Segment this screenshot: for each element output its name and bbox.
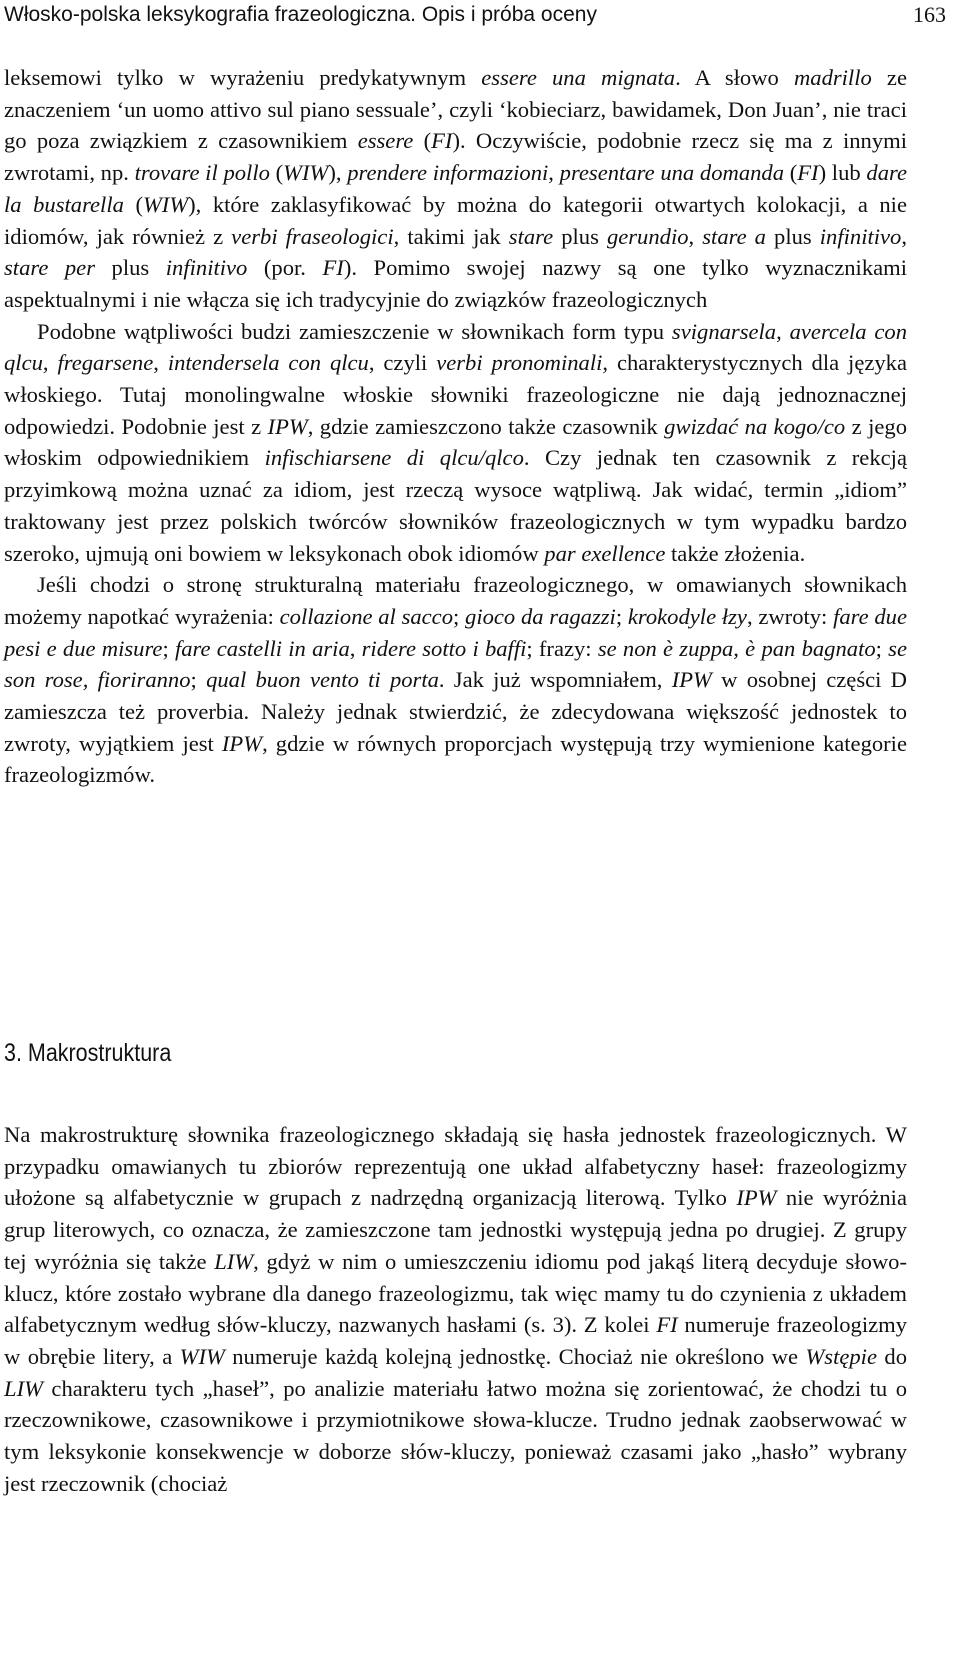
italic-run: krokodyle łzy	[627, 603, 747, 629]
text-run: plus	[765, 223, 820, 249]
italic-run: gerundio	[606, 223, 689, 249]
italic-run: fare due pesi e due misure	[4, 603, 907, 661]
italic-run: infinitivo	[819, 223, 902, 249]
italic-run: madrillo	[793, 65, 872, 90]
text-run: plus	[553, 223, 607, 249]
italic-run: verbi fraseologici	[231, 223, 394, 249]
text-run: numeruje frazeologizmy w obrębie litery, a	[4, 1312, 907, 1369]
italic-run: IPW	[671, 667, 712, 693]
text-run: ,	[42, 350, 58, 376]
italic-run: stare per	[4, 255, 96, 281]
text-run: ;	[190, 667, 207, 693]
italic-run: FI	[656, 1312, 678, 1338]
text-run: . A słowo	[675, 65, 794, 90]
italic-run: dare la bustarella	[4, 160, 907, 217]
text-run: ). Oczywiście, podobnie rzecz się ma z innymi zwrotami, np.	[4, 128, 907, 186]
text-run: także złożenia.	[665, 540, 806, 566]
italic-run: se non è zuppa, è pan bagnato	[597, 635, 876, 661]
paragraph	[4, 316, 907, 570]
italic-run: essere una mignata	[481, 65, 676, 90]
italic-run: ridere sotto i baffi	[361, 635, 527, 661]
text-run: ,	[548, 160, 560, 186]
text-run: Jeśli chodzi o stronę strukturalną materiału frazeologicznego, w omawianych słownikach możemy napotkać wyrażenia:	[4, 572, 907, 629]
text-run: plus	[95, 255, 166, 281]
body-text-top	[4, 62, 907, 791]
italic-run: LIW	[4, 1375, 43, 1401]
italic-run: intendersela con qlcu	[167, 350, 369, 376]
text-run: ;	[875, 635, 889, 661]
text-run: , gdyż w nim o umieszczeniu idiomu pod jakąś literą decyduje słowo-klucz, które zostało wybrane dla danego frazeologizmu, tak więc mamy tu do czynienia z układem alfabetycznym według słów-kluczy, nazwanych hasłami (s. 3). Z kolei	[4, 1248, 907, 1338]
text-run: Na makrostrukturę słownika frazeologicznego składają się hasła jednostek frazeologicznych. W przypadku omawianych tu zbiorów reprezentują one układ alfabetyczny haseł: frazeologizmy ułożone są alfabetycznie w grupach z nadrzędną organizacją literową. Tylko	[4, 1122, 907, 1211]
italic-run: IPW	[221, 730, 263, 756]
body-text-bottom	[4, 1119, 907, 1499]
text-run: ) lub	[818, 160, 867, 186]
section-heading: 3. Makrostruktura	[4, 1039, 172, 1067]
text-run: do	[876, 1343, 907, 1369]
italic-run: par exellence	[544, 540, 666, 566]
text-run: Podobne wątpliwości budzi zamieszczenie w słownikach form typu	[37, 318, 672, 344]
text-run: , takimi jak	[393, 223, 509, 249]
paragraph	[4, 569, 907, 791]
italic-run: trovare il pollo	[134, 160, 270, 186]
italic-run: FI	[431, 128, 453, 154]
text-run: ),	[328, 160, 348, 186]
italic-run: presentare una domanda	[559, 160, 785, 186]
italic-run: infischiarsene di qlcu/qlco	[264, 445, 524, 471]
italic-run: fare castelli in aria	[174, 635, 350, 661]
text-run: ; frazy:	[526, 635, 598, 661]
italic-run: IPW	[267, 413, 308, 439]
italic-run: stare a	[702, 223, 766, 249]
italic-run: fregarsene	[57, 350, 154, 376]
text-run: (por.	[247, 255, 323, 281]
italic-run: stare	[508, 223, 554, 249]
text-run: ,	[349, 635, 362, 661]
text-run: . Czy jednak ten czasownik z rekcją przyimkową można uznać za idiom, jest rzeczą wysoce wątpliwą. Jak widać, termin „idiom” traktowany jest przez polskich twórców słowników frazeologicznych w tym wypadku bardzo szeroko, ujmują oni bowiem w leksykonach obok idiomów	[4, 445, 907, 566]
italic-run: LIW	[214, 1248, 254, 1274]
text-run: , gdzie zamieszczono także czasownik	[307, 413, 665, 439]
italic-run: se son rose, fioriranno	[4, 635, 907, 693]
text-run: w osobnej części D zamieszcza też proverbia. Należy jednak stwierdzić, że zdecydowana większość jednostek to zwroty, wyjątkiem jest	[4, 667, 907, 756]
italic-run: verbi pronominali	[436, 350, 603, 376]
text-run: , zwroty:	[746, 603, 834, 629]
text-run: numeruje każdą kolejną jednostkę. Chociaż nie określono we	[224, 1343, 806, 1369]
text-run: (	[123, 191, 143, 217]
italic-run: FI	[322, 255, 344, 281]
italic-run: svignarsela	[671, 318, 777, 344]
text-run: (	[269, 160, 284, 186]
italic-run: essere	[357, 128, 414, 154]
text-run: , czyli	[368, 350, 437, 376]
text-run: , gdzie w równych proporcjach występują trzy wymienione kategorie frazeologizmów.	[4, 730, 907, 788]
text-run: z jego włoskim odpowiednikiem	[4, 413, 907, 471]
italic-run: gioco da ragazzi	[465, 603, 616, 629]
text-run: nie wyróżnia grup literowych, co oznacza, że zamieszczone tam jednostki występują jedna po drugiej. Z grupy tej wyróżnia się także	[4, 1185, 907, 1274]
text-run: , charakterystycznych dla języka włoskiego. Tutaj monolingwalne włoskie słowniki frazeologiczne nie dają jednoznacznej odpowiedzi. Podobnie jest z	[4, 350, 908, 439]
page-number: 163	[913, 2, 946, 27]
running-header-title: Włosko-polska leksykografia frazeologiczna. Opis i próba oceny	[4, 3, 597, 26]
running-header	[4, 0, 946, 30]
italic-run: IPW	[736, 1185, 777, 1211]
text-run: ;	[162, 635, 175, 661]
italic-run: WIW	[142, 191, 189, 217]
italic-run: collazione al sacco	[279, 603, 454, 629]
text-run: (	[413, 128, 432, 154]
text-run: ,	[688, 223, 703, 249]
text-run: ,	[776, 318, 790, 344]
italic-run: avercela con qlcu	[4, 318, 908, 376]
text-run: (	[784, 160, 798, 186]
paragraph	[4, 62, 907, 316]
text-run: ,	[153, 350, 168, 376]
text-run: . Jak już wspomniałem,	[438, 667, 672, 693]
text-run: leksemowi tylko w wyrażeniu predykatywnym	[4, 65, 482, 90]
text-run: ;	[453, 603, 466, 629]
text-run: ,	[901, 223, 908, 249]
text-run: ), które zaklasyfikować by można do kategorii otwartych kolokacji, a nie idiomów, jak również z	[4, 191, 907, 249]
text-run: charakteru tych „haseł”, po analizie materiału łatwo można się zorientować, że chodzi tu o rzeczownikowe, czasownikowe i przymiotnikowe słowa-klucze. Trudno jednak zaobserwować w tym leksykonie konsekwencje w doborze słów-kluczy, ponieważ czasami jako „hasło” wybrany jest rzeczownik (chociaż	[4, 1375, 907, 1496]
text-run: ). Pomimo swojej nazwy są one tylko wyznacznikami aspektualnymi i nie włącza się ich tradycyjnie do związków frazeologicznych	[4, 255, 907, 312]
italic-run: gwizdać na kogo/co	[664, 413, 846, 439]
italic-run: WIW	[179, 1343, 225, 1369]
italic-run: WIW	[283, 160, 329, 186]
italic-run: Wstępie	[805, 1343, 877, 1369]
italic-run: infinitivo	[165, 255, 248, 281]
italic-run: qual buon vento ti porta	[206, 667, 439, 693]
text-run: ze znaczeniem ‘un uomo attivo sul piano sessuale’, czyli ‘kobieciarz, bawidamek, Don Juan’, nie traci go poza związkiem z czasownikiem	[4, 65, 907, 154]
paragraph	[4, 1119, 907, 1499]
italic-run: FI	[797, 160, 819, 186]
text-run: ;	[615, 603, 628, 629]
italic-run: prendere informazioni	[347, 160, 549, 186]
